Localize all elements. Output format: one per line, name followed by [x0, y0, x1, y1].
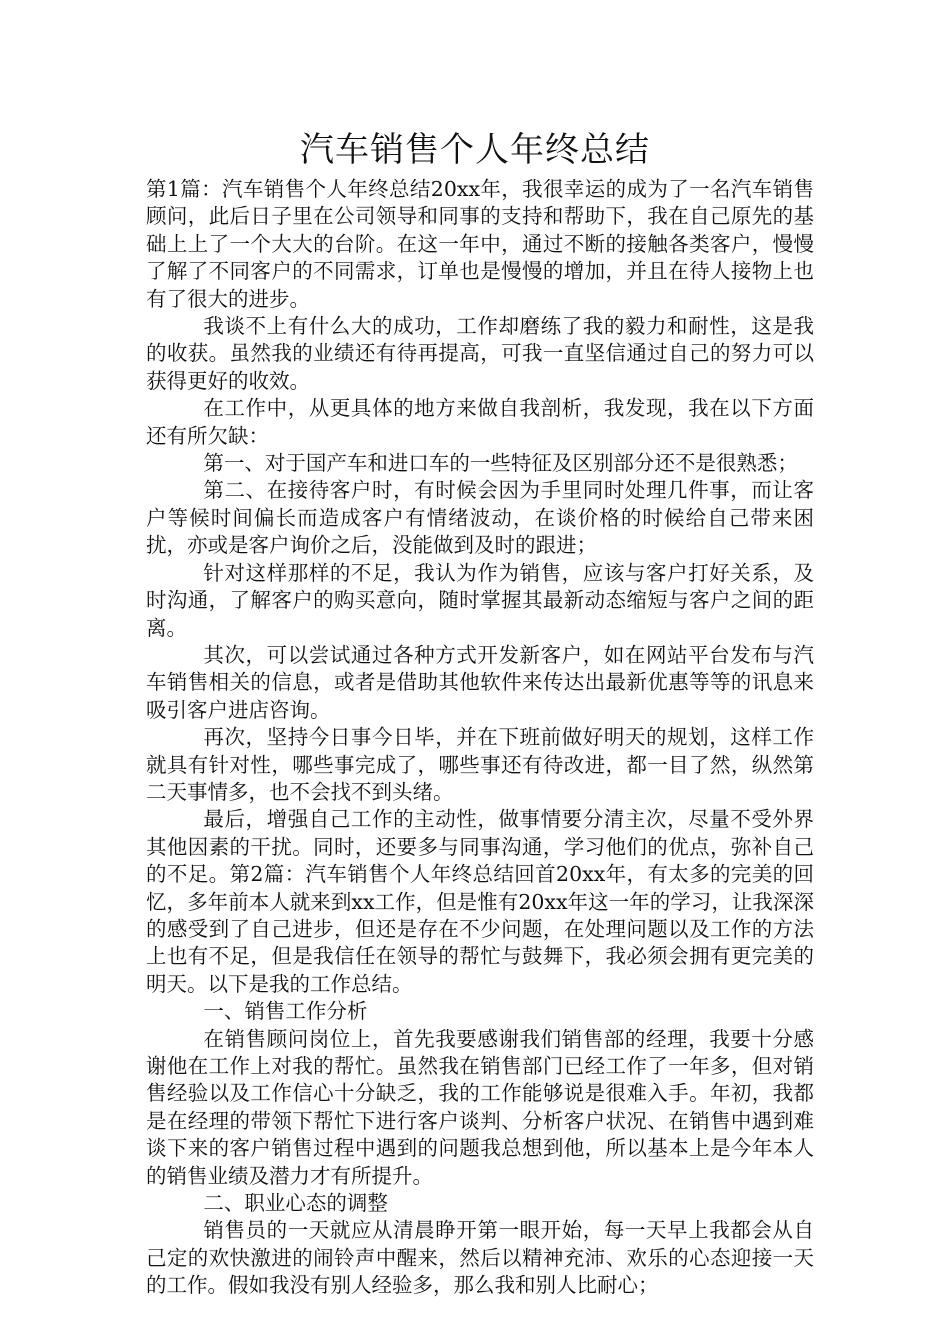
paragraph-4: 第一、对于国产车和进口车的一些特征及区别部分还不是很熟悉；	[203, 451, 798, 476]
paragraph-8: 再次，坚持今日事今日毕，并在下班前做好明天的规划，这样工作就具有针对性，哪些事完成了，哪些事还有待改进，都一目了然，纵然第二天事情多，也不会找不到头绪。	[146, 725, 814, 804]
document-body	[146, 176, 814, 1300]
paragraph-11: 销售员的一天就应从清晨睁开第一眼开始，每一天早上我都会从自己定的欢快激进的闹铃声中醒来，然后以精神充沛、欢乐的心态迎接一天的工作。假如我没有别人经验多，那么我和别人比耐心；	[146, 1218, 814, 1298]
paragraph-3: 在工作中，从更具体的地方来做自我剖析，我发现，我在以下方面还有所欠缺：	[146, 396, 814, 448]
section-heading-2: 二、职业心态的调整	[203, 1191, 388, 1216]
paragraph-7: 其次，可以尝试通过各种方式开发新客户，如在网站平台发布与汽车销售相关的信息，或者是借助其他软件来传达出最新优惠等等的讯息来吸引客户进店咨询。	[146, 642, 814, 722]
paragraph-1: 第1篇：汽车销售个人年终总结20xx年，我很幸运的成为了一名汽车销售顾问，此后日子里在公司领导和同事的支持和帮助下，我在自己原先的基础上上了一个大大的台阶。在这一年中，通过不断的接触各类客户，慢慢了解了不同客户的不同需求，订单也是慢慢的增加，并且在待人接物上也有了很大的进步。	[146, 177, 814, 311]
paragraph-2: 我谈不上有什么大的成功，工作却磨练了我的毅力和耐性，这是我的收获。虽然我的业绩还有待再提高，可我一直坚信通过自己的努力可以获得更好的收效。	[146, 314, 814, 393]
paragraph-5: 第二、在接待客户时，有时候会因为手里同时处理几件事，而让客户等候时间偏长而造成客户有情绪波动，在谈价格的时候给自己带来困扰，亦或是客户询价之后，没能做到及时的跟进；	[146, 478, 814, 558]
paragraph-9: 最后，增强自己工作的主动性，做事情要分清主次，尽量不受外界其他因素的干扰。同时，还要多与同事沟通，学习他们的优点，弥补自己的不足。第2篇：汽车销售个人年终总结回首20xx年，有太多的完美的回忆，多年前本人就来到xx工作，但是惟有20xx年这一年的学习，让我深深的感受到了自己进步，但还是存在不少问题，在处理问题以及工作的方法上也有不足，但是我信任在领导的帮忙与鼓舞下，我必须会拥有更完美的明天。以下是我的工作总结。	[146, 807, 814, 996]
section-heading-1: 一、销售工作分析	[203, 999, 368, 1024]
paragraph-6: 针对这样那样的不足，我认为作为销售，应该与客户打好关系，及时沟通，了解客户的购买意向，随时掌握其最新动态缩短与客户之间的距离。	[146, 560, 814, 640]
document-title: 汽车销售个人年终总结	[300, 130, 650, 170]
paragraph-10: 在销售顾问岗位上，首先我要感谢我们销售部的经理，我要十分感谢他在工作上对我的帮忙。虽然我在销售部门已经工作了一年多，但对销售经验以及工作信心十分缺乏，我的工作能够说是很难入手。年初，我都是在经理的带领下帮忙下进行客户谈判、分析客户状况、在销售中遇到难谈下来的客户销售过程中遇到的问题我总想到他，所以基本上是今年本人的销售业绩及潜力才有所提升。	[146, 1026, 814, 1188]
